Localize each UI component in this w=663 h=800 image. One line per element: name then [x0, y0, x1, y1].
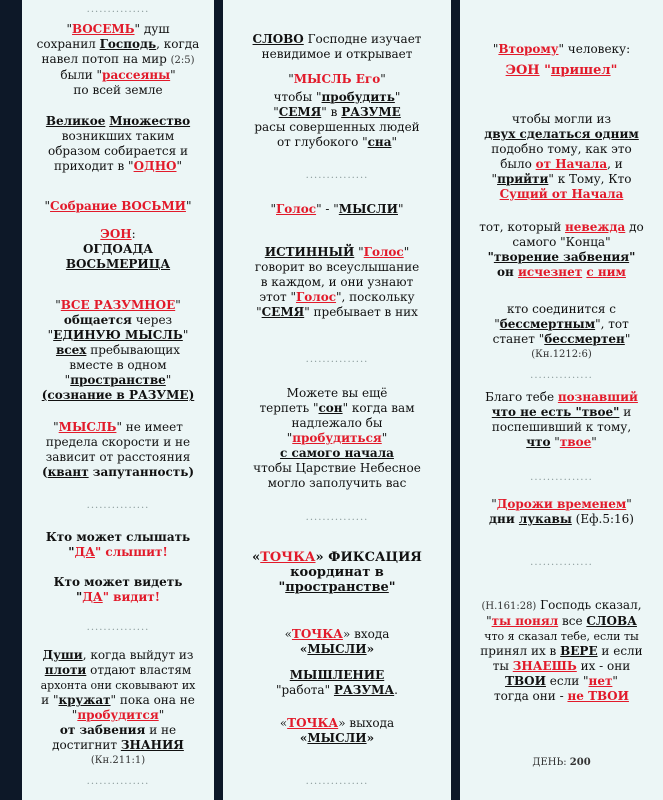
separator: ............... — [305, 354, 369, 365]
text-block-immortal: кто соединится с "бессмертным", тот станет "бессмертен" (Кн.1212:6) — [492, 302, 631, 360]
separator: ............... — [86, 4, 150, 15]
text-block-eon-ogdoad: ЭОН: ОГДОАДА ВОСЬМЕРИЦА — [65, 227, 171, 271]
text-block-awaken-seed: чтобы "пробудить" "СЕМЯ" в РАЗУМЕ расы совершенных людей от глубокого "сна" — [254, 90, 420, 149]
text-block-word: СЛОВО Господне изучает невидимое и открывает "МЫСЛЬ Его" — [252, 32, 422, 86]
text-block-point-entry: «ТОЧКА» входа «МЫСЛИ» — [284, 627, 390, 656]
separator: ............... — [530, 472, 593, 483]
column-right — [460, 0, 663, 800]
text-block-thinking: МЫШЛЕНИЕ "работа" РАЗУМА. — [275, 668, 398, 697]
text-block-sleep: Можете вы ещё терпеть "сон" когда вам надлежало бы "пробудиться" с самого начала чтобы Царствие Небесное могло заполучить вас — [253, 386, 421, 490]
text-block-second-man: "Второму" человеку: ЭОН "пришел" — [492, 42, 631, 78]
separator: ............... — [86, 776, 150, 787]
text-block-blessed: Благо тебе познавший что не есть "твое" и поспешивший к тому, что "твое" — [485, 390, 638, 449]
text-block-true-voice: ИСТИННЫЙ "Голос" говорит во всеуслышание в каждом, и они узнают этот "Голос", поскольку "СЕМЯ" пребывает в них — [254, 245, 420, 319]
text-block-thought-speed: "МЫСЛЬ" не имеет предела скорости и не зависит от расстояния (квант запутанность) — [41, 420, 195, 479]
text-block-assembly: "Собрание ВОСЬМИ" — [44, 199, 192, 213]
text-block-all-rational: "ВСЕ РАЗУМНОЕ" общается через "ЕДИНУЮ МЫСЛЬ" всех пребывающих вместе в одном "пространстве" (сознание в РАЗУМЕ) — [41, 298, 195, 402]
separator: ............... — [305, 776, 369, 787]
text-block-multitude: Великое Множество возникших таким образом собирается и приходит в "ОДНО" — [45, 114, 191, 173]
separator: ............... — [305, 512, 369, 523]
text-block-eight-souls: "ВОСЕМЬ" душ сохранил Господь, когда навел потоп на мир (2:5) были "рассеяны" по всей земле — [36, 22, 200, 97]
text-block-point-exit: «ТОЧКА» выхода «МЫСЛИ» — [279, 716, 395, 745]
text-block-souls: Души, когда выйдут из плоти отдают властям архонта они сковывают их и "кружат" пока она не "пробудится" от забвения и не достигнит ЗНАНИЯ (Кн.211:1) — [40, 648, 196, 766]
highlight-eight: ВОСЕМЬ — [72, 22, 135, 36]
separator: ............... — [530, 370, 593, 381]
separator: ............... — [305, 170, 369, 181]
text-block-two-into-one: чтобы могли из двух сделаться одним подобно тому, как это было от Начала, и "прийти" к Тому, Кто Сущий от Начала — [484, 112, 639, 201]
text-block-voice-thoughts: "Голос" - "МЫСЛИ" — [270, 202, 404, 216]
column-middle — [223, 0, 451, 800]
text-block-redeem-time: "Дорожи временем" дни лукавы (Еф.5:16) — [489, 497, 634, 526]
text-block-who-can-hear: Кто может слышать "ДА" слышит! Кто может видеть "ДА" видит! — [45, 530, 191, 604]
text-block-ignorant: тот, который невежда до самого "Конца" "творение забвения" он исчезнет с ним — [479, 220, 644, 279]
column-left — [22, 0, 214, 800]
text-block-point-fixation: «ТОЧКА» ФИКСАЦИЯ координат в "пространстве" — [252, 550, 422, 595]
separator: ............... — [86, 500, 150, 511]
separator: ............... — [530, 557, 593, 568]
text-block-you-understood: (Н.161:28) Господь сказал, "ты понял все СЛОВА что я сказал тебе, если ты принял их в ВЕРЕ и если ты ЗНАЕШЬ их - они ТВОИ если "нет" тогда они - не ТВОИ — [480, 598, 643, 703]
separator: ............... — [86, 622, 150, 633]
day-counter: ДЕНЬ: 200 — [532, 757, 591, 768]
